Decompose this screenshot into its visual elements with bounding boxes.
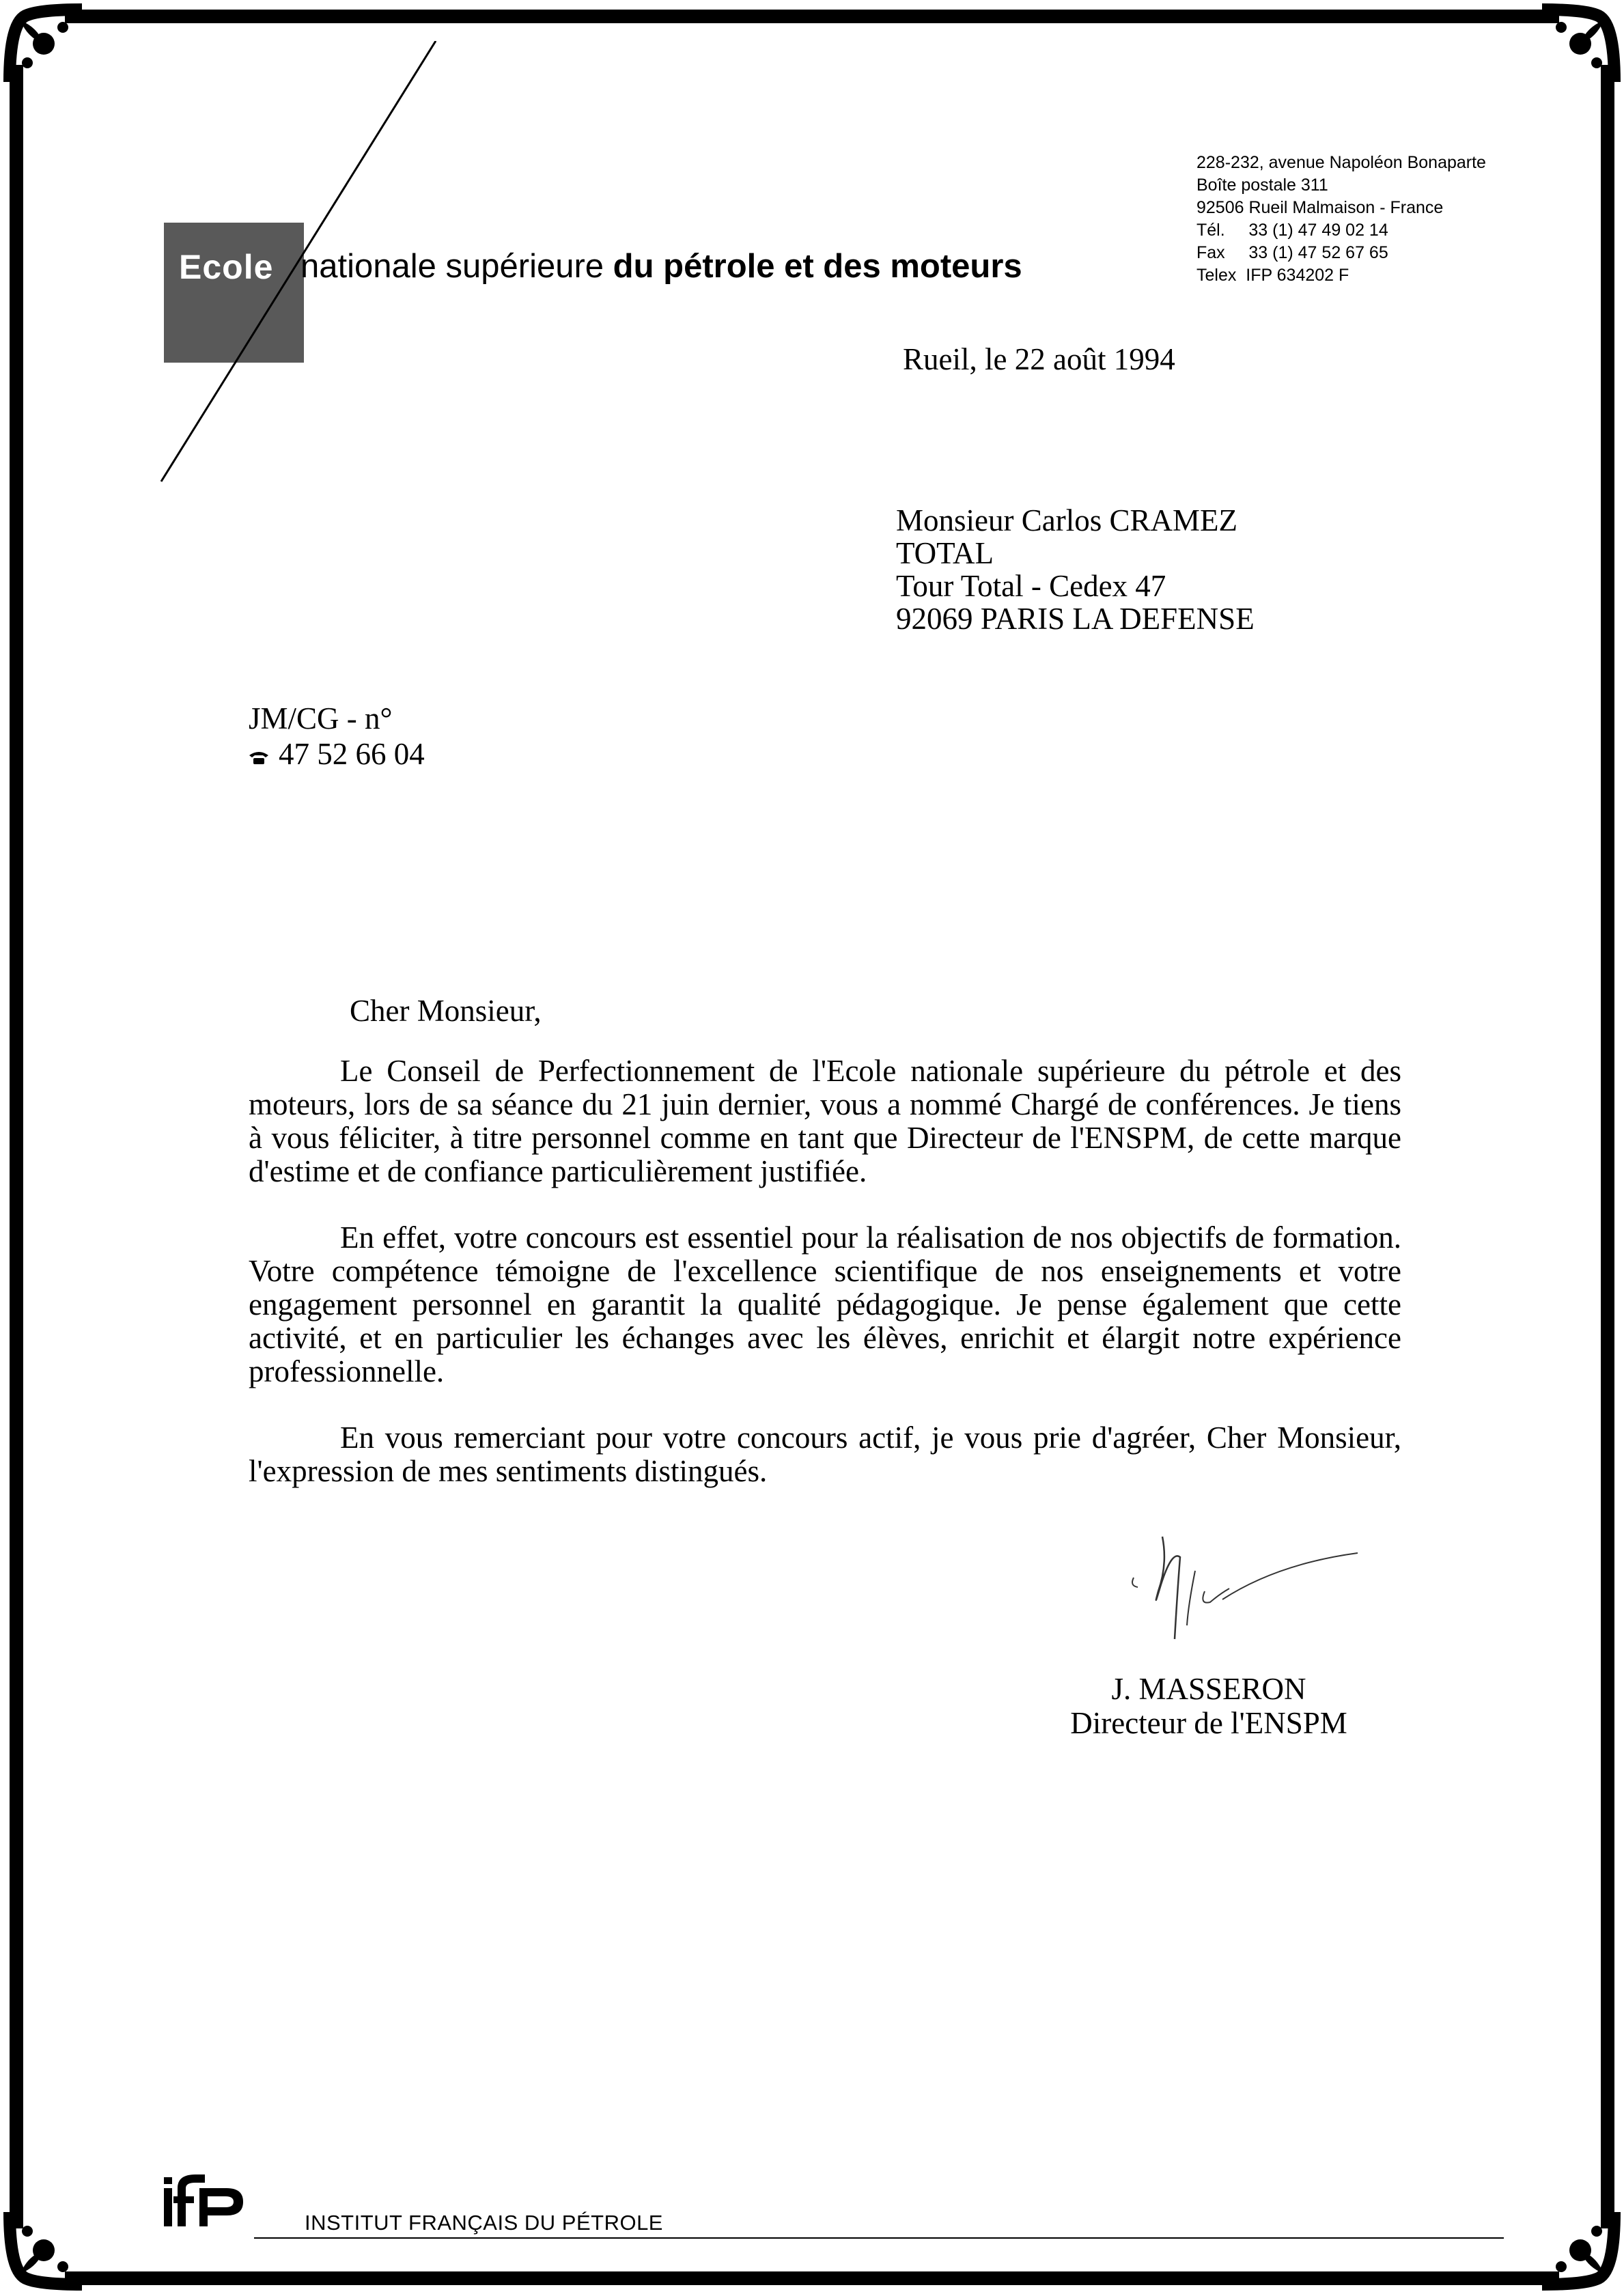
school-name (300, 247, 1022, 285)
address-line: 92506 Rueil Malmaison - France (1196, 198, 1444, 217)
school-name-bold: du pétrole et des moteurs (613, 248, 1022, 285)
address-line: 228-232, avenue Napoléon Bonaparte (1196, 153, 1486, 172)
signer-block (1052, 1672, 1366, 1740)
letter-body (249, 1054, 1401, 1521)
corner-ornament-icon (1535, 2205, 1624, 2294)
reference-phone: 47 52 66 04 (279, 737, 425, 771)
reference-phone-row (249, 736, 425, 772)
frame-top-border (65, 10, 1559, 23)
institute-name: INSTITUT FRANÇAIS DU PÉTROLE (305, 2211, 663, 2235)
recipient-line: Tour Total - Cedex 47 (896, 569, 1166, 603)
footer-rule (254, 2237, 1504, 2239)
salutation: Cher Monsieur, (350, 994, 542, 1028)
frame-bottom-border (65, 2271, 1559, 2285)
recipient-line: Monsieur Carlos CRAMEZ (896, 503, 1237, 537)
frame-right-border (1601, 65, 1614, 2228)
address-line: Tél. 33 (1) 47 49 02 14 (1196, 221, 1388, 240)
body-paragraph: En vous remerciant pour votre concours actif, je vous prie d'agréer, Cher Monsieur, l'expression de mes sentiments distingués. (249, 1421, 1401, 1488)
address-line: Boîte postale 311 (1196, 176, 1328, 195)
signer-name: J. MASSERON (1111, 1672, 1306, 1706)
letter-date: Rueil, le 22 août 1994 (903, 342, 1175, 376)
body-paragraph: En effet, votre concours est essentiel pour la réalisation de nos objectifs de formation. Votre compétence témoigne de l'excellence scientifique de nos enseignements et votre engagement personnel en garantit la qualité pédagogique. Je pense également que cette activité, et en particulier les échanges avec les élèves, enrichit et élargit notre expérience professionnelle. (249, 1220, 1401, 1388)
corner-ornament-icon (1535, 0, 1624, 89)
reference-block (249, 701, 425, 772)
recipient-line: TOTAL (896, 536, 994, 570)
address-line: Fax 33 (1) 47 52 67 65 (1196, 243, 1388, 262)
logo-word: Ecole (179, 248, 274, 286)
school-address (1196, 152, 1486, 287)
telephone-icon (249, 750, 269, 765)
signer-title: Directeur de l'ENSPM (1070, 1706, 1347, 1740)
frame-left-border (10, 65, 23, 2228)
reference-code: JM/CG - n° (249, 701, 393, 736)
school-name-regular: nationale supérieure (300, 248, 613, 285)
handwritten-signature (1120, 1523, 1366, 1646)
corner-ornament-icon (0, 2205, 89, 2294)
address-line: Telex IFP 634202 F (1196, 266, 1349, 285)
recipient-line: 92069 PARIS LA DEFENSE (896, 602, 1255, 636)
body-paragraph: Le Conseil de Perfectionnement de l'Ecole nationale supérieure du pétrole et des moteurs, lors de sa séance du 21 juin dernier, vous a nommé Chargé de conférences. Je tiens à vous féliciter, à titre personnel comme en tant que Directeur de l'ENSPM, de cette marque d'estime et de confiance particulièrement justifiée. (249, 1054, 1401, 1188)
corner-ornament-icon (0, 0, 89, 89)
ifp-logo-icon (164, 2172, 246, 2226)
recipient-address (896, 504, 1255, 635)
